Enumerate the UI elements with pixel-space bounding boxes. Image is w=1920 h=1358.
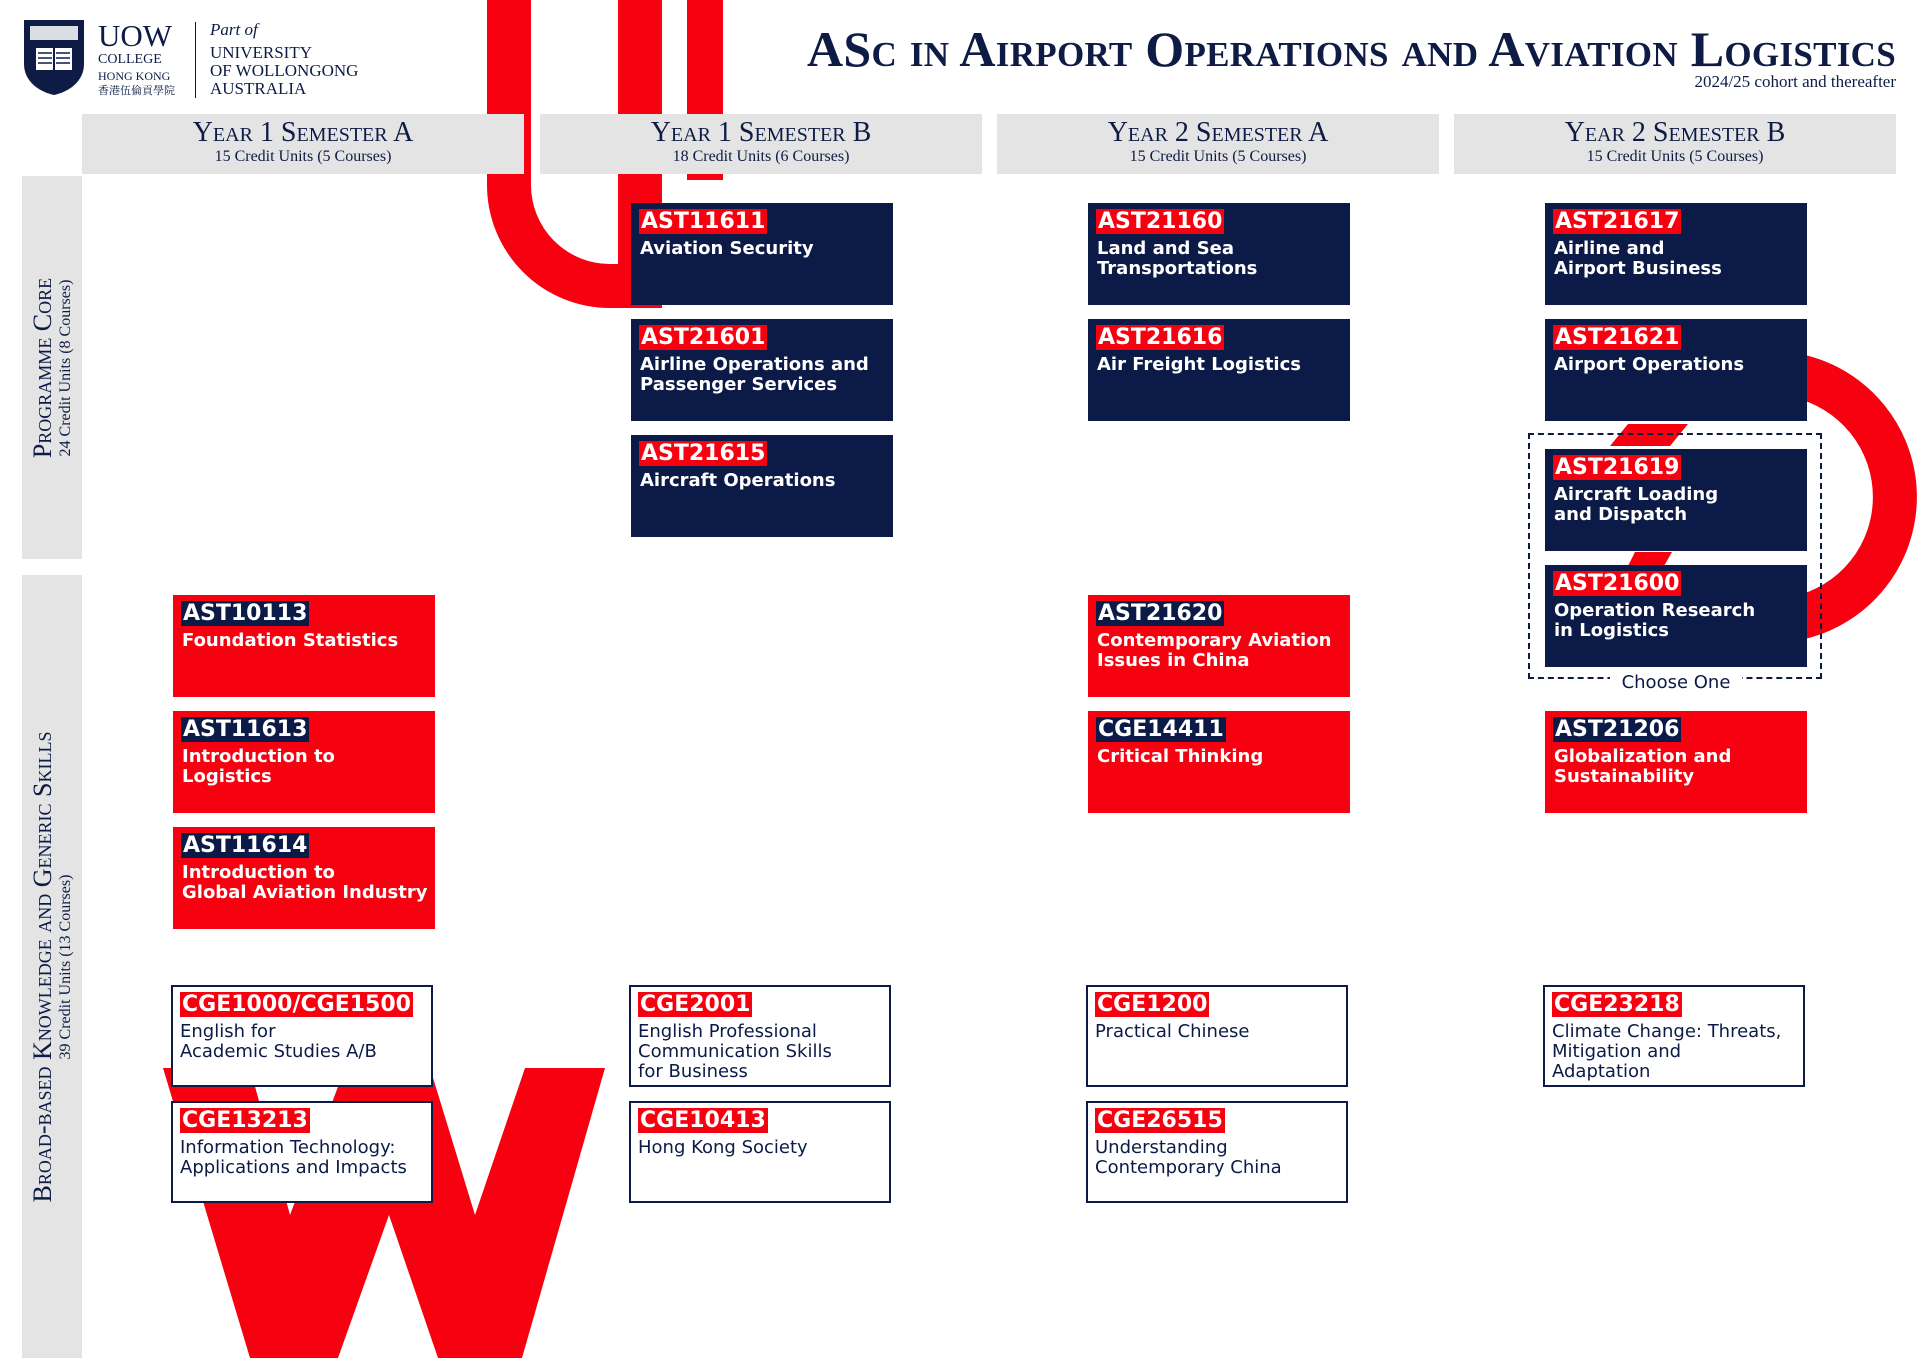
course-card-ast21206[interactable] bbox=[1545, 711, 1807, 813]
logo-uow-text: UOW bbox=[98, 18, 173, 53]
university-line-2: OF WOLLONGONG bbox=[210, 61, 359, 80]
course-card-ast21617[interactable] bbox=[1545, 203, 1807, 305]
course-code: AST21617 bbox=[1555, 209, 1680, 234]
semester-header-y1a bbox=[82, 114, 524, 174]
course-code: AST21620 bbox=[1098, 601, 1223, 626]
course-name: Aircraft Loading and Dispatch bbox=[1554, 484, 1719, 525]
course-name: Introduction to Logistics bbox=[182, 746, 335, 787]
university-line-1: UNIVERSITY bbox=[210, 43, 312, 62]
course-card-ast11611[interactable] bbox=[631, 203, 893, 305]
course-code: CGE13213 bbox=[182, 1108, 308, 1133]
course-name: Critical Thinking bbox=[1097, 746, 1264, 767]
section-credits: 24 Credit Units (8 Courses) bbox=[57, 279, 74, 456]
section-title: Programme Core bbox=[28, 277, 57, 458]
course-name: English Professional Communication Skills for Business bbox=[638, 1021, 832, 1082]
course-code: CGE2001 bbox=[640, 992, 751, 1017]
course-name: Land and Sea Transportations bbox=[1097, 238, 1258, 279]
course-name: Contemporary Aviation Issues in China bbox=[1097, 630, 1332, 671]
semester-credits: 15 Credit Units (5 Courses) bbox=[1586, 148, 1764, 165]
choose-one-label: Choose One bbox=[1610, 672, 1742, 694]
course-card-ast21616[interactable] bbox=[1088, 319, 1350, 421]
course-code: CGE14411 bbox=[1098, 717, 1224, 742]
course-code: AST21621 bbox=[1555, 325, 1680, 350]
course-name: Introduction to Global Aviation Industry bbox=[182, 862, 428, 903]
logo-hong-kong-text: HONG KONG bbox=[98, 69, 171, 83]
course-card-ast21619[interactable] bbox=[1545, 449, 1807, 551]
course-card-cge2001[interactable] bbox=[629, 985, 891, 1087]
section-credits: 39 Credit Units (13 Courses) bbox=[57, 874, 74, 1059]
course-code: AST21615 bbox=[641, 441, 766, 466]
semester-header-y2b bbox=[1454, 114, 1896, 174]
course-card-cge10413[interactable] bbox=[629, 1101, 891, 1203]
course-code: AST21160 bbox=[1098, 209, 1223, 234]
semester-title: Year 2 Semester B bbox=[1564, 117, 1786, 148]
semester-title: Year 1 Semester B bbox=[650, 117, 872, 148]
course-card-ast21600[interactable] bbox=[1545, 565, 1807, 667]
course-name: Foundation Statistics bbox=[182, 630, 399, 651]
section-title: Broad-based Knowledge and Generic Skills bbox=[28, 731, 57, 1202]
course-card-cge23218[interactable] bbox=[1543, 985, 1805, 1087]
course-code: CGE1200 bbox=[1097, 992, 1208, 1017]
course-code: CGE26515 bbox=[1097, 1108, 1223, 1133]
semester-title: Year 2 Semester A bbox=[1107, 117, 1329, 148]
course-name: Understanding Contemporary China bbox=[1095, 1137, 1282, 1178]
course-code: AST21206 bbox=[1555, 717, 1680, 742]
course-card-ast11613[interactable] bbox=[173, 711, 435, 813]
logo-college-text: COLLEGE bbox=[98, 52, 162, 67]
course-card-ast21620[interactable] bbox=[1088, 595, 1350, 697]
course-code: AST11613 bbox=[183, 717, 308, 742]
course-card-ast21601[interactable] bbox=[631, 319, 893, 421]
logo-chinese-text: 香港伍倫貢學院 bbox=[98, 84, 175, 97]
course-code: AST21616 bbox=[1098, 325, 1223, 350]
cohort-subtitle: 2024/25 cohort and thereafter bbox=[1694, 72, 1896, 91]
course-name: Hong Kong Society bbox=[638, 1137, 808, 1158]
course-code: AST10113 bbox=[183, 601, 308, 626]
course-name: Airline and Airport Business bbox=[1554, 238, 1722, 279]
course-name: Information Technology: Applications and Impacts bbox=[180, 1137, 407, 1178]
semester-credits: 18 Credit Units (6 Courses) bbox=[672, 148, 850, 165]
course-name: Climate Change: Threats, Mitigation and Adaptation bbox=[1552, 1021, 1782, 1082]
course-card-cge14411[interactable] bbox=[1088, 711, 1350, 813]
course-card-cge13213[interactable] bbox=[171, 1101, 433, 1203]
course-name: Aviation Security bbox=[640, 238, 814, 259]
course-code: AST11611 bbox=[641, 209, 766, 234]
section-broad-based bbox=[22, 575, 82, 1358]
course-code: AST11614 bbox=[183, 833, 308, 858]
course-card-cge1200[interactable] bbox=[1086, 985, 1348, 1087]
course-code: AST21600 bbox=[1555, 571, 1680, 596]
semester-title: Year 1 Semester A bbox=[192, 117, 414, 148]
course-name: Airport Operations bbox=[1554, 354, 1745, 375]
course-name: Globalization and Sustainability bbox=[1554, 746, 1732, 787]
course-code: CGE23218 bbox=[1554, 992, 1680, 1017]
course-card-ast11614[interactable] bbox=[173, 827, 435, 929]
course-name: Aircraft Operations bbox=[640, 470, 836, 491]
page-title: ASc in Airport Operations and Aviation Logistics bbox=[806, 21, 1896, 77]
semester-credits: 15 Credit Units (5 Courses) bbox=[214, 148, 392, 165]
part-of-text: Part of bbox=[210, 20, 258, 39]
uow-shield-icon bbox=[22, 18, 86, 96]
course-name: Air Freight Logistics bbox=[1097, 354, 1301, 375]
section-programme-core bbox=[22, 176, 82, 559]
course-card-cge1000[interactable] bbox=[171, 985, 433, 1087]
course-name: English for Academic Studies A/B bbox=[180, 1021, 377, 1062]
university-line-3: AUSTRALIA bbox=[210, 79, 307, 98]
course-code: AST21601 bbox=[641, 325, 766, 350]
semester-credits: 15 Credit Units (5 Courses) bbox=[1129, 148, 1307, 165]
course-name: Operation Research in Logistics bbox=[1554, 600, 1756, 641]
course-code: CGE1000/CGE1500 bbox=[182, 992, 411, 1017]
course-card-ast21615[interactable] bbox=[631, 435, 893, 537]
course-card-ast21621[interactable] bbox=[1545, 319, 1807, 421]
course-name: Practical Chinese bbox=[1095, 1021, 1250, 1042]
course-card-ast10113[interactable] bbox=[173, 595, 435, 697]
course-card-ast21160[interactable] bbox=[1088, 203, 1350, 305]
course-code: AST21619 bbox=[1555, 455, 1680, 480]
semester-header-y2a bbox=[997, 114, 1439, 174]
course-card-cge26515[interactable] bbox=[1086, 1101, 1348, 1203]
semester-header-y1b bbox=[540, 114, 982, 174]
course-code: CGE10413 bbox=[640, 1108, 766, 1133]
course-name: Airline Operations and Passenger Services bbox=[640, 354, 869, 395]
logo-divider bbox=[195, 22, 196, 98]
